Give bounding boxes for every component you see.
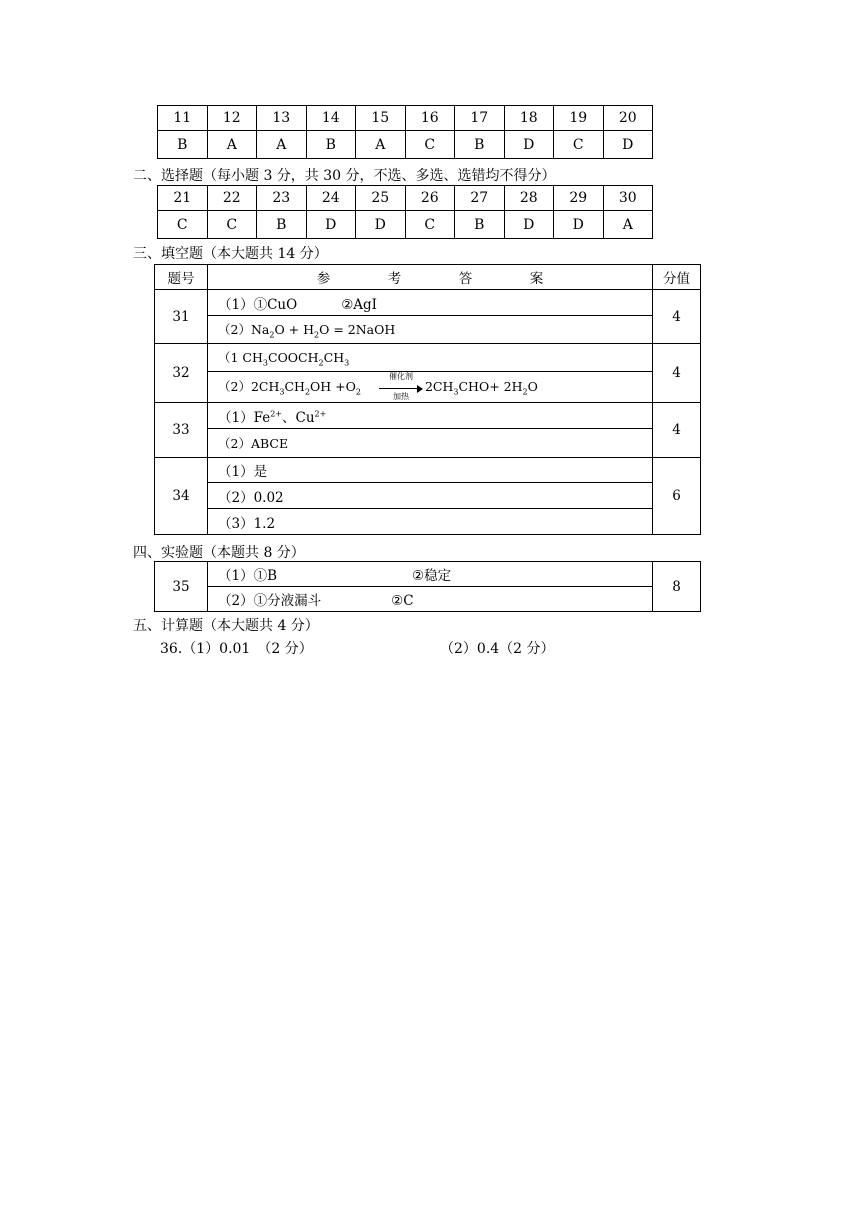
table-cell: C [158, 211, 208, 239]
question-number-row [158, 106, 653, 131]
table-cell: 12 [207, 106, 257, 131]
answer-line: $(2)Na_2O + H_2O$ = 2NaOH [208, 316, 653, 344]
section-5-heading: 五、计算题（本大题共 4 分） [133, 618, 319, 634]
table-header-row [155, 265, 701, 290]
table-cell: C [554, 131, 604, 159]
table-cell: 26 [405, 186, 455, 211]
table-cell: D [356, 211, 406, 239]
table-cell: B [455, 211, 505, 239]
reaction-arrow-icon: 催化剂 加热 [379, 381, 423, 395]
score-value: 8 [653, 562, 701, 612]
table-cell: 11 [158, 106, 208, 131]
answer-36-part-2: （2）0.4（2 分） [440, 641, 555, 657]
question-number: 32 [155, 344, 208, 403]
table-cell: 27 [455, 186, 505, 211]
score-value: 4 [653, 290, 701, 344]
answer-36-part-1: 36.（1）0.01 （2 分） [160, 641, 313, 657]
table-cell: A [603, 211, 653, 239]
table-cell: 20 [603, 106, 653, 131]
answer-line: （2）0.02 [208, 483, 653, 509]
score-value: 4 [653, 344, 701, 403]
header-answer-char: 答 [458, 271, 473, 287]
table-cell: A [257, 131, 307, 159]
table-cell: A [356, 131, 406, 159]
answer-grid-21-30 [157, 185, 653, 239]
section-3-heading: 三、填空题（本大题共 14 分） [133, 246, 328, 262]
table-cell: D [504, 211, 554, 239]
table-cell: C [207, 211, 257, 239]
table-row [155, 290, 701, 316]
answer-line: （1 $CH_3COOCH_2CH_3$ [208, 344, 653, 372]
header-answer-char: 考 [387, 271, 402, 287]
table-cell: B [158, 131, 208, 159]
answer-grid-11-20 [157, 105, 653, 159]
score-value: 4 [653, 403, 701, 458]
score-value: 6 [653, 458, 701, 535]
header-number: 题号 [155, 265, 208, 290]
table-row [155, 429, 701, 458]
table-row [155, 372, 701, 403]
question-number-row [158, 186, 653, 211]
table-cell: 28 [504, 186, 554, 211]
section-2-heading: 二、选择题（每小题 3 分，共 30 分，不选、多选、选错均不得分） [133, 168, 556, 184]
table-cell: B [257, 211, 307, 239]
header-score: 分值 [653, 265, 701, 290]
table-cell: 21 [158, 186, 208, 211]
table-row [155, 316, 701, 344]
table-cell: D [306, 211, 356, 239]
table-cell: 19 [554, 106, 604, 131]
table-cell: D [554, 211, 604, 239]
table-cell: D [504, 131, 554, 159]
table-row [155, 403, 701, 429]
table-cell: B [306, 131, 356, 159]
table-row [155, 344, 701, 372]
answer-line: （1）①CuO ②AgI [208, 290, 653, 316]
table-row [155, 483, 701, 509]
section-4-heading: 四、实验题（本题共 8 分） [133, 545, 305, 561]
question-number: 35 [155, 562, 208, 612]
table-row [155, 458, 701, 483]
answer-line: （3）1.2 [208, 509, 653, 535]
header-answer [208, 265, 653, 290]
table-cell: 23 [257, 186, 307, 211]
table-cell: 14 [306, 106, 356, 131]
question-number: 31 [155, 290, 208, 344]
answer-line: （2）ABCE [208, 429, 653, 458]
table-cell: A [207, 131, 257, 159]
fill-in-answer-table [154, 264, 701, 535]
answer-row [158, 211, 653, 239]
table-cell: 13 [257, 106, 307, 131]
experiment-answer-table [154, 561, 701, 612]
answer-line: （2）①分液漏斗 ②C [208, 587, 653, 612]
table-row [155, 587, 701, 612]
table-cell: 16 [405, 106, 455, 131]
header-answer-char: 参 [316, 271, 331, 287]
table-cell: 22 [207, 186, 257, 211]
table-cell: C [405, 211, 455, 239]
table-cell: 25 [356, 186, 406, 211]
answer-line: $(1)Fe^{2+}$、$Cu^{2+}$ [208, 403, 653, 429]
table-cell: C [405, 131, 455, 159]
answer-line: （1）是 [208, 458, 653, 483]
table-cell: D [603, 131, 653, 159]
header-answer-char: 案 [529, 271, 544, 287]
table-cell: B [455, 131, 505, 159]
question-number: 34 [155, 458, 208, 535]
table-row [155, 562, 701, 587]
answer-row [158, 131, 653, 159]
question-number: 33 [155, 403, 208, 458]
answer-line: $(2)2CH_3CH_2OH +O_2$ 催化剂 加热 $2CH_3CHO+ 2H_2O$ [208, 372, 653, 403]
table-cell: 24 [306, 186, 356, 211]
table-cell: 29 [554, 186, 604, 211]
table-cell: 17 [455, 106, 505, 131]
table-cell: 30 [603, 186, 653, 211]
table-row [155, 509, 701, 535]
table-cell: 15 [356, 106, 406, 131]
table-cell: 18 [504, 106, 554, 131]
answer-line: （1）①B ②稳定 [208, 562, 653, 587]
